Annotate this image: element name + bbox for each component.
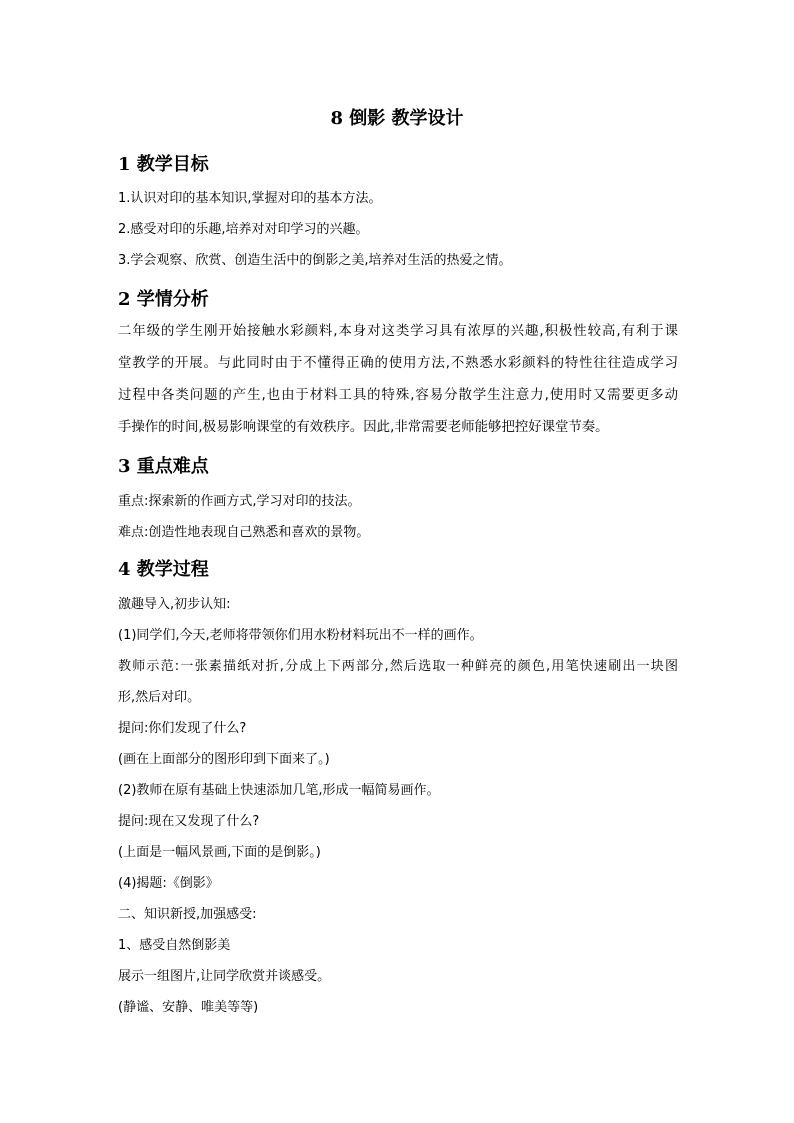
process-line: (1)同学们,今天,老师将带领你们用水粉材料玩出不一样的画作。 <box>118 628 483 643</box>
goal-item: 1.认识对印的基本知识,掌握对印的基本方法。 <box>118 191 382 206</box>
process-line: 形,然后对印。 <box>118 690 201 705</box>
analysis-line: 手操作的时间,极易影响课堂的有效秩序。因此,非常需要老师能够把控好课堂节奏。 <box>118 420 609 435</box>
process-line: (4)揭题:《倒影》 <box>118 876 219 891</box>
goal-item: 3.学会观察、欣赏、创造生活中的倒影之美,培养对生活的热爱之情。 <box>118 253 512 268</box>
analysis-line: 二年级的学生刚开始接触水彩颜料,本身对这类学习具有浓厚的兴趣,积极性较高,有利于课 <box>118 324 678 339</box>
keypoint-item: 重点:探索新的作画方式,学习对印的技法。 <box>118 494 361 509</box>
keypoint-item: 难点:创造性地表现自己熟悉和喜欢的景物。 <box>118 525 370 540</box>
process-line: 提问:现在又发现了什么? <box>118 814 260 829</box>
section-heading-goals: 1 教学目标 <box>118 154 209 175</box>
process-line: (静谧、安静、唯美等等) <box>118 1000 259 1015</box>
section-heading-keypoints: 3 重点难点 <box>118 456 209 477</box>
process-line: 提问:你们发现了什么? <box>118 721 247 736</box>
goal-item: 2.感受对印的乐趣,培养对对印学习的兴趣。 <box>118 222 369 237</box>
process-line: (画在上面部分的图形印到下面来了。) <box>118 752 330 767</box>
process-line: 激趣导入,初步认知: <box>118 597 231 612</box>
analysis-line: 堂教学的开展。与此同时由于不懂得正确的使用方法,不熟悉水彩颜料的特性往往造成学习 <box>118 356 678 371</box>
section-heading-analysis: 2 学情分析 <box>118 289 209 310</box>
process-line: 1、感受自然倒影美 <box>118 938 231 953</box>
analysis-paragraph <box>118 316 678 444</box>
section-heading-process: 4 教学过程 <box>118 559 209 580</box>
process-line: (2)教师在原有基础上快速添加几笔,形成一幅简易画作。 <box>118 783 440 798</box>
process-line: 展示一组图片,让同学欣赏并谈感受。 <box>118 969 331 984</box>
process-line: 二、知识新授,加强感受: <box>118 907 257 922</box>
document-title: 8 倒影 教学设计 <box>330 108 464 129</box>
process-line: 教师示范:一张素描纸对折,分成上下两部分,然后选取一种鲜亮的颜色,用笔快速刷出一块图 <box>118 659 678 674</box>
analysis-line: 过程中各类问题的产生,也由于材料工具的特殊,容易分散学生注意力,使用时又需要更多动 <box>118 388 678 403</box>
process-line: (上面是一幅风景画,下面的是倒影。) <box>118 845 321 860</box>
